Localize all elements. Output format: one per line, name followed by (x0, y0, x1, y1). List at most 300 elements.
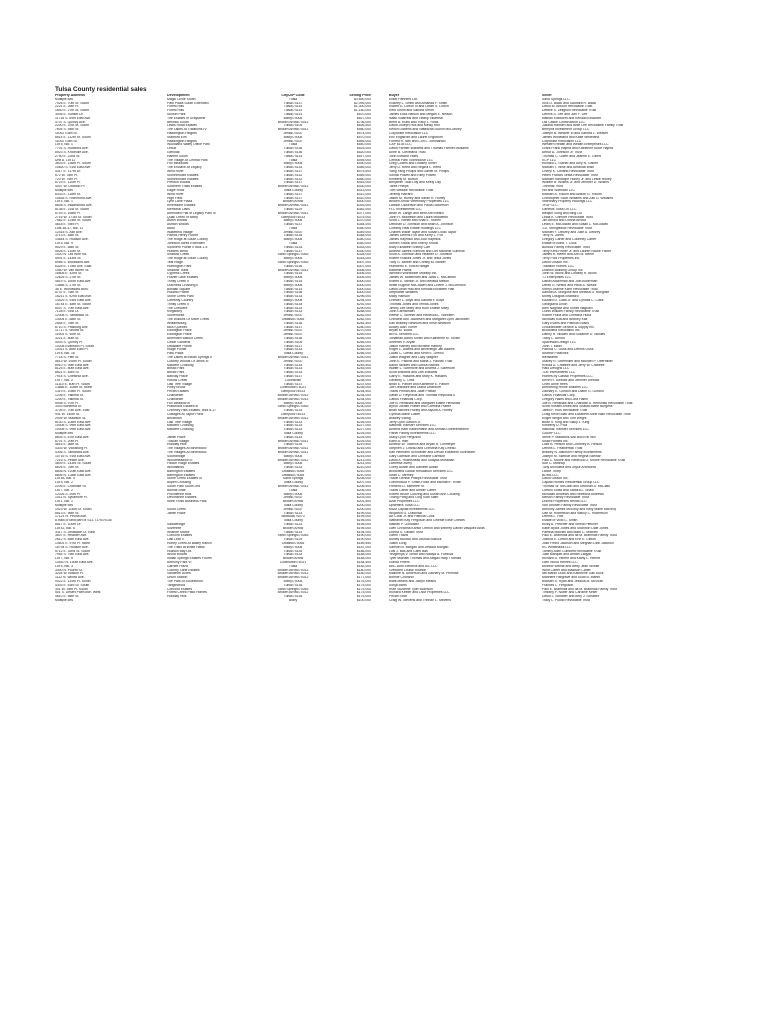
cell-seller: Tracy L. Arnold (542, 337, 565, 340)
cell-selling-price: $330,000 (356, 249, 371, 253)
cell-address: 5908 S. 97th Pl. (55, 401, 80, 405)
cell-buyer: Gretchen Louise Rowton (389, 568, 427, 572)
cell-city-zip: Bixby/74008 (283, 454, 303, 458)
cell-development: Berwick South (167, 120, 189, 124)
column-header-buyer: Buyer (389, 94, 400, 97)
cell-buyer: Garry E. Haskins and Mary K. Haskins (389, 374, 447, 378)
cell-selling-price: $195,000 (356, 523, 371, 527)
cell-address: 3204 W. Boston Pl. (55, 572, 84, 576)
cell-selling-price: $215,000 (356, 454, 371, 458)
cell-development: Eddington Place (167, 333, 192, 337)
cell-city-zip: Tulsa/74114 (283, 112, 303, 116)
cell-seller: Danny R. Nickles and Suzanne D. Nickles (542, 333, 606, 337)
cell-seller: Dennis L. Featherstill Trust (542, 447, 583, 451)
cell-city-zip: Jenks/74037 (283, 131, 303, 135)
cell-seller: Lewis E. McGowan and Susan L. McGowan (542, 223, 609, 227)
cell-buyer: Richard Keeler and LNM Properties LLC (389, 591, 450, 595)
cell-development: Fox Meadow III (167, 401, 191, 405)
cell-development: Williamsburg (167, 321, 187, 325)
cell-address: Lot 7, Blk. 2 (55, 488, 73, 492)
cell-development: Riverstone Estates (167, 204, 196, 208)
cell-development: Bristol Park (167, 367, 185, 371)
cell-buyer: Sonja Barto (389, 583, 407, 587)
cell-address: 8138 E. 21st St. South (55, 207, 89, 211)
cell-buyer: Brian Mitchell Hurley and Alysha A. Hurley (389, 409, 453, 413)
cell-address: 4317 E. 117th Dr. (55, 169, 82, 173)
cell-development: Aston Woods (167, 219, 188, 223)
cell-buyer: Stephanie Williams (389, 291, 418, 295)
cell-address: Lot 4, Blk. 1 (55, 200, 73, 204)
cell-buyer: Andrea Harb Kaltenmann and Ahmad Ghebremedhin (389, 428, 469, 432)
cell-buyer: Brian E. Parker and Katherine E. Parker (389, 382, 450, 386)
cell-address: 1060 W. Van Buren St. (55, 268, 90, 272)
cell-seller: Luke B. Hinson and Courtney B. Hinson (542, 443, 602, 447)
cell-city-zip: Broken Arrow/74012 (277, 393, 309, 397)
cell-buyer: Justin Wagner and Lacy Wagner (389, 355, 438, 359)
cell-buyer: Carlus Financial Corp. (389, 397, 423, 401)
cell-development: Barrington Estates (167, 473, 195, 477)
cell-address: 7701 S. Rockford Ave. (55, 147, 89, 151)
cell-address: 7604 S. 54th St. (55, 128, 80, 132)
cell-buyer: Brookfield Global Relocation Services LLC (389, 469, 453, 473)
cell-address: 7954 S. 76th East Ave. (55, 553, 90, 557)
cell-seller: Joseph M. Skelnar and Regina Skelnar (542, 454, 601, 458)
cell-seller: Paul C. Moore and Rebecca G. Moore Revocable Trust (542, 458, 626, 462)
cell-development: Garnett Plaza (167, 564, 188, 568)
cell-selling-price: $565,000 (356, 139, 371, 143)
cell-selling-price: $227,000 (356, 424, 371, 428)
cell-seller: James Whiteland and Katie Whiteland (542, 135, 600, 139)
cell-seller: Van Deusen Family Revocable Trust (542, 504, 597, 508)
cell-buyer: National Transfer Services LLC (389, 424, 436, 428)
cell-development: Sunset Park (167, 112, 186, 116)
cell-city-zip: Broken Arrow/74012 (277, 591, 309, 595)
cell-city-zip: Tulsa/74137 (283, 223, 303, 227)
cell-city-zip: Broken Arrow (282, 557, 304, 561)
cell-buyer: Mary Elizabeth Shelby Carr (389, 245, 431, 249)
cell-selling-price: $186,000 (356, 549, 371, 553)
cell-city-zip: Sand Springs (282, 477, 304, 481)
cell-address: 14429 S. 93rd East Ave. (55, 299, 92, 303)
cell-address: 501 S. Desert Palm Ave. West (55, 591, 101, 595)
cell-selling-price: $265,000 (356, 337, 371, 340)
cell-address: 3607 E. Heather Ave. (55, 534, 88, 538)
cell-buyer: Macy Hanson (389, 295, 410, 299)
cell-selling-price: $199,000 (356, 515, 371, 519)
cell-seller: Nicholas Kila and Brittney Kila (542, 318, 588, 322)
cell-address: 4618 E. 93rd Pl. (55, 223, 80, 227)
cell-city-zip: Broken Arrow (282, 500, 304, 504)
cell-selling-price: $175,000 (356, 595, 371, 599)
cell-buyer: Bryan M. Wood (389, 329, 413, 333)
cell-selling-price: $184,500 (356, 561, 371, 565)
cell-address: 7582 E. 124th St. South (55, 219, 92, 223)
cell-selling-price: $574,000 (356, 131, 371, 135)
cell-development: Chandelier (167, 397, 184, 401)
cell-development: Millicent Crossing (167, 363, 194, 367)
cell-address: 4616 E. 56th St. (55, 443, 80, 447)
cell-city-zip: Bixby/74008 (283, 580, 303, 583)
cell-selling-price: $180,000 (356, 572, 371, 576)
cell-address: 11717 S. Willow St. (55, 329, 85, 333)
cell-seller: Sheryl Jeanne Kline Revocable Trust (542, 287, 598, 291)
cell-seller: Dan M. Robertson and Nancy C. Robertson (542, 511, 608, 515)
cell-buyer: Mark Means and Jaclyn Means (389, 580, 436, 583)
cell-buyer: Greg Collins and Lindsey Smith (389, 162, 437, 166)
cell-address: 12415 S. Ash Ave. (55, 230, 83, 234)
cell-development: Silvertree (167, 526, 182, 530)
cell-address: 17121 N. Peoria Ave. (55, 515, 87, 519)
cell-seller: Homes by Classic Properties LLC (542, 374, 593, 378)
cell-selling-price: $307,000 (356, 264, 371, 268)
cell-address: 4303 W. Vicksburg Pl. (55, 447, 89, 451)
cell-selling-price: $213,000 (356, 458, 371, 462)
cell-address: 1420 N. Old Wire Rd. (55, 253, 88, 257)
cell-city-zip: Broken Arrow/74011 (277, 355, 309, 359)
cell-address: 16794 S. Hudson Ave. (55, 545, 89, 549)
cell-development: Hudson Bay Ltd. (167, 549, 193, 553)
cell-selling-price: $370,000 (356, 219, 371, 223)
cell-buyer: Forrest R. Neil and Cori L. Ziemianski (389, 139, 446, 143)
cell-seller: RC Whitehawk LLC (542, 545, 572, 549)
cell-development: Stone Creek Park (167, 295, 194, 299)
cell-buyer: Joe B. Henshaw and Margaret Elaine Henshaw (389, 401, 461, 405)
cell-address: 8710 S. Pittsburg Ave. (55, 325, 89, 329)
cell-city-zip: Tulsa/74132 (283, 173, 303, 177)
column-header-address: Property Address (55, 94, 86, 97)
cell-seller: BDRB LLC (542, 473, 559, 477)
cell-address: 8817 E. 100th Dr. (55, 523, 82, 527)
cell-buyer: LaReese Avery (389, 462, 412, 466)
cell-seller: Edward D. Clark Jr. and Cynthia C. Clark (542, 299, 604, 303)
cell-selling-price: $189,550 (356, 542, 371, 546)
cell-selling-price: $239,000 (356, 374, 371, 378)
cell-selling-price: $256,000 (356, 352, 371, 356)
cell-selling-price: $200,000 (356, 507, 371, 511)
sales-table (55, 94, 720, 603)
cell-development: Delaware Pointe (167, 344, 192, 348)
cell-city-zip: Bixby/74008 (283, 257, 303, 261)
cell-development: The Villages At Birchwood (167, 450, 207, 454)
cell-address: 12625 S. 27th St. (55, 276, 82, 280)
cell-selling-price: $226,000 (356, 420, 371, 424)
cell-development: Vandever Acres (167, 572, 191, 576)
cell-development: Ashton Woods (167, 223, 189, 227)
cell-selling-price: $294,000 (356, 299, 371, 303)
cell-seller: Dunhill Properties Rental LLC (542, 500, 587, 504)
cell-selling-price: $207,000 (356, 481, 371, 485)
cell-seller: Christopher Scott Williams and Zan D. Williams (542, 196, 614, 200)
cell-buyer: Sonda Powell and Riley Powell (389, 173, 436, 177)
cell-seller: Cheryl K. Cleland Revocable Trust (542, 169, 594, 173)
cell-city-zip: Tulsa/74133 (283, 435, 303, 439)
cell-address: 10716 S. 91st East Ave. (55, 454, 92, 458)
cell-development: The Villages At Birchwood (167, 447, 207, 451)
cell-buyer: Lucas C. Greiso and Keith E. Greiso (389, 352, 444, 356)
cell-development: Magic Circle South (167, 97, 196, 101)
cell-buyer: Pecan Straf (389, 595, 407, 599)
cell-selling-price: $282,000 (356, 314, 371, 318)
cell-development: Anthony Park VI (167, 561, 192, 565)
cell-city-zip: Broken Arrow/74011 (277, 120, 309, 124)
cell-city-zip: Skiatook/74070 (281, 515, 305, 519)
cell-city-zip: Tulsa/74136 (283, 337, 303, 340)
cell-seller: Michael T. Wise and Amanda Wise (542, 166, 595, 170)
cell-buyer: Sean C. Merney (389, 473, 414, 477)
cell-city-zip: Tulsa (288, 143, 298, 147)
cell-city-zip: Tulsa/74129 (283, 538, 303, 542)
cell-address: 4303 E. 63rd St. South (55, 583, 90, 587)
cell-selling-price: $300,000 (356, 283, 371, 287)
cell-selling-price: $827,000 (356, 116, 371, 120)
cell-buyer: Ruth Suzanne Tyler Morrison (389, 587, 433, 591)
cell-seller: Glen Wood Homes LLC (542, 561, 578, 565)
cell-seller: David M. Antoon Revocable Trust (542, 105, 593, 109)
cell-address: 4609 E. 143rd St. South (55, 462, 92, 466)
cell-buyer: Craig W. Stevens and Trinnan L. Stevens (389, 598, 452, 602)
cell-buyer: Deborah D. Johnson and Brian A. Johnson (389, 223, 454, 227)
cell-city-zip: Tulsa/74136 (283, 150, 303, 154)
cell-address: Multiple lots (55, 504, 73, 508)
cell-address: 301 W. 35th Pl. South (55, 587, 88, 591)
cell-address: 6328 E. 178th Ave. East (55, 264, 92, 268)
cell-buyer: Isaac Villarreal and Tiffany Villarreal (389, 116, 443, 120)
cell-buyer: Nathaniel Kay Ferguson and Celeste Elise Chewis (389, 519, 465, 523)
cell-development: Stonebrooke Estates (167, 177, 199, 181)
cell-buyer: Walter L. Sizemore and Andrea J. Sizemore (389, 367, 455, 371)
cell-buyer: Kimberly M. Burton (389, 177, 418, 181)
cell-buyer: ABC Auto Electrics and A/C LLC (389, 564, 438, 568)
cell-address: Multiple lots (55, 598, 73, 602)
cell-seller: David J. Schaffer and Amy J. Schaffer (542, 595, 599, 599)
cell-development: Chandelier (167, 393, 184, 397)
cell-address: 12026 S. 20th Pl. (55, 492, 82, 496)
cell-development: Holliday Hills (167, 443, 187, 447)
cell-selling-price: $269,000 (356, 333, 371, 337)
cell-development: Lynn Lane Plaza (167, 200, 193, 204)
cell-seller: Shaw Homes Inc. (542, 439, 569, 443)
cell-selling-price: $225,000 (356, 431, 371, 435)
cell-buyer: Tarek Phelps (389, 185, 409, 189)
cell-seller: Corporate Relocation LLC (542, 139, 582, 143)
cell-seller: Josh Pedro Jackson and Meghan Dion Jackson (542, 542, 614, 546)
cell-address: Lot 42, Blk. 8 (55, 526, 75, 530)
cell-seller: Robert Hurla and Christina Hurla (542, 314, 592, 318)
cell-development: Bricktown (167, 416, 182, 420)
cell-selling-price: $382,000 (356, 207, 371, 211)
cell-address: 6723 E. 110th Pl. (55, 181, 81, 185)
cell-selling-price: $182,000 (356, 564, 371, 568)
cell-address: 8910 S. 99th East Ave. (55, 363, 90, 367)
cell-address: 4007 W. Orlando Pl. (55, 185, 86, 189)
cell-address: 8626 E. 76th St. (55, 466, 80, 470)
cell-buyer: Stephen J. Lintrau and Christina Kay Lintrau (389, 447, 456, 451)
cell-development: The Ridge at South County (167, 257, 208, 261)
cell-selling-price: $216,000 (356, 447, 371, 451)
cell-address: 1923 W. 116th St. South (55, 507, 92, 511)
cell-buyer: Earl Bradley Newsom and Kristi Newsom (389, 321, 451, 325)
cell-seller: National Transfer Services LLC (542, 428, 589, 432)
cell-buyer: Israel Eugene McCraden and Cherie J. McClendon (389, 283, 466, 287)
cell-selling-price: $292,000 (356, 302, 371, 306)
cell-seller: Ronda D. Crabtree and Jerry W. Crabtree (542, 363, 605, 367)
cell-buyer: Scott J. Nonell and Shari L. Nonell (389, 219, 441, 223)
cell-city-zip: Sand Springs/74063 (277, 261, 309, 265)
cell-seller: VCP LLC (542, 158, 557, 162)
cell-city-zip: Bixby/74008 (283, 116, 303, 120)
cell-seller: John W. Blunk and Lindsey R. Blunk (542, 272, 597, 276)
cell-city-zip: Tulsa/74136 (283, 264, 303, 268)
cell-address: 3317 S. Delaware Ct. East (55, 530, 95, 534)
cell-buyer: David A. Hollinshead and Shayda Moradian (389, 458, 455, 462)
cell-buyer: Fisher Family Investments LLC (389, 431, 436, 435)
cell-buyer: Samuel B. Morgan and Jessica Morgan (389, 545, 449, 549)
cell-selling-price: $1,300,000 (354, 105, 371, 109)
cell-development: The Enclave At Legacy (167, 166, 202, 170)
cell-seller: Andrew Wilhite and Betty Jean Wilhite (542, 564, 600, 568)
cell-city-zip: Tulsa/74133 (283, 348, 303, 352)
cell-buyer: Chester L. Boyd and Sandra F. Boyd (389, 299, 445, 303)
column-header-seller: Seller (542, 94, 552, 97)
cell-development: Holliday Hills (167, 595, 187, 599)
cell-city-zip: Tulsa/74133 (283, 371, 303, 375)
cell-selling-price: $226,000 (356, 416, 371, 420)
cell-development: Piney Brook (167, 386, 186, 390)
cell-city-zip: Owasso/74055 (281, 318, 305, 322)
cell-buyer: Eric Engstrom and Laurel Engstrom (389, 135, 443, 139)
cell-address: 14644 S. Hudson Ave. (55, 238, 89, 242)
cell-seller: Georgiana Dixon (542, 302, 568, 306)
cell-buyer: Andrew James Sumrow and Lori Michelle Sumrow (389, 249, 465, 253)
cell-buyer: Stacy Lynn Ferguson (389, 435, 421, 439)
cell-seller: Terry Pool Properties Inc. (542, 257, 581, 261)
cell-city-zip: Tulsa (288, 97, 298, 101)
cell-address: 16744 E. 48th St. South (55, 302, 92, 306)
cell-seller: Paul E. Bramhall and Ila M. Bramhall Family Trust (542, 534, 617, 538)
cell-selling-price: $185,000 (356, 553, 371, 557)
cell-selling-price: $580,000 (356, 128, 371, 132)
cell-seller: Patricia C. Guss and Dennis Guss (542, 348, 594, 352)
cell-seller: Stacey R. Obermiller and Michael P. Obermiller (542, 359, 613, 363)
cell-seller: Rick D. Black and Saundra R. Black (542, 101, 597, 105)
cell-address: Lot 5, Blk. 3 (55, 564, 73, 568)
cell-city-zip: Tulsa County (283, 481, 303, 485)
cell-buyer: Glenn Travis (389, 534, 409, 538)
cell-address: 3303 Bohemia Dr. (55, 405, 83, 409)
cell-development: Amended Plat of Legacy Park III (167, 211, 216, 215)
cell-address: 4707 S. Quincy Ave. (55, 120, 86, 124)
column-header-city-zip: City/ZIP Code (281, 94, 305, 97)
cell-seller: Grant Frank Hajera and Katherine Nooe Hajera (542, 147, 614, 151)
cell-city-zip: Bixby/74008 (283, 219, 303, 223)
cell-development: Shadow Trails (167, 268, 189, 272)
cell-seller: Whitt Carter and Madison Carter (542, 568, 591, 572)
cell-seller: Joshua E. Clifton and Erin E. Clifton (542, 538, 596, 542)
cell-seller: Armstrong Home Builders LLC (542, 386, 588, 390)
cell-development: Wind River (167, 169, 184, 173)
cell-address: 10008 S. 99th East Ave. (55, 424, 92, 428)
cell-development: Bostian Square (167, 287, 191, 291)
cell-selling-price: $203,000 (356, 496, 371, 500)
cell-seller: Andrew Polachek (542, 352, 569, 356)
cell-city-zip: Tulsa/74137 (283, 196, 303, 200)
cell-seller: Joseph B. Weaver III and Sandra L. Weaver (542, 131, 609, 135)
cell-selling-price: $250,000 (356, 355, 371, 359)
cell-development: Amended Walnut Creek (167, 337, 203, 340)
cell-selling-price: $375,000 (356, 215, 371, 219)
cell-address: 6701 S. 20th Pl. (55, 439, 80, 443)
cell-address: 1112 N. Willow Ave. (55, 576, 85, 580)
cell-selling-price: $410,000 (356, 196, 371, 200)
cell-address: 12008 S. Tamarack St. (55, 314, 90, 318)
cell-address: 13668 S. 27th St. (55, 283, 82, 287)
cell-development: North Ross Business Park (167, 500, 207, 504)
cell-development: Wind River (167, 192, 184, 196)
cell-seller: Daniel Ackerman and Joel Ackerman (542, 280, 598, 284)
cell-development: Teal Ridge (167, 261, 184, 265)
cell-seller: Scott Russell Arnett and Shasta Marie Burgess (542, 405, 613, 409)
cell-development: Trinity Creek II (167, 302, 189, 306)
cell-address: Lots 36-37, Blk. 11 (55, 226, 84, 230)
cell-buyer: Kelton Dickens and Natascha Scovin McConkey (389, 128, 462, 132)
cell-address: 11904 S. Vine St. (55, 333, 82, 337)
cell-seller: Kevin R. Diebold and Jennifer Diebold (542, 378, 600, 382)
cell-seller: Halo Designs LLC (542, 367, 570, 371)
cell-address: 1206 E. Yakima St. (55, 393, 84, 397)
cell-address: 5529 E. 68th St. (55, 245, 80, 249)
cell-city-zip: Tulsa/74136 (283, 321, 303, 325)
cell-address: 6066 S. Woodland Ave. (55, 261, 91, 265)
cell-address: 8923 S. Knoxville Ave. (55, 150, 89, 154)
cell-seller: Spacewall Design LLC (542, 340, 577, 344)
cell-selling-price: $393,000 (356, 204, 371, 208)
cell-development: Millicent Crossing (167, 424, 194, 428)
cell-address: Lot 7, Blk. 5 (55, 557, 73, 561)
cell-selling-price: $340,000 (356, 242, 371, 246)
cell-seller: Genesis Tulsa OK LLC (542, 207, 577, 211)
cell-selling-price: $489,000 (356, 166, 371, 170)
cell-selling-price: $570,000 (356, 135, 371, 139)
cell-development: Ridge Pointe (167, 348, 187, 352)
cell-buyer: Eden A. Hart (389, 439, 409, 443)
cell-buyer: Upsetters Tulsa LLC (389, 504, 420, 508)
cell-development: Saddleridge (167, 523, 186, 527)
cell-seller: TDE Investments LLC (542, 371, 576, 375)
cell-city-zip: Tulsa/74133 (283, 166, 303, 170)
cell-buyer: Geoffrey C. Ortiz (389, 378, 415, 382)
cell-address: 13510 N. 130th East Ave. (55, 561, 94, 565)
cell-seller: Nathan Ellsworth and Kendall Ellsworth (542, 116, 602, 120)
cell-buyer: Justin Long (389, 542, 407, 546)
cell-development: Providence Hills (167, 492, 192, 496)
cell-city-zip: Tulsa/74135 (283, 443, 303, 447)
cell-address: 3006 E. Sunset Dr. (55, 112, 84, 116)
cell-development: Abdo (167, 226, 175, 230)
cell-seller: Steve P. Madanos-Will and Eric Will (542, 435, 596, 439)
cell-development: Honey Creek At Bailey Ranch (167, 542, 212, 546)
cell-buyer: Tom Weddle Revocable Trust (389, 188, 434, 192)
cell-city-zip: Tulsa/74133 (283, 310, 303, 314)
cell-buyer: John E. Palovik and Maria J. Palovik Trust (389, 359, 453, 363)
cell-selling-price: $306,000 (356, 268, 371, 272)
cell-seller: Julie Marquet and Amran Zaqyar (542, 553, 592, 557)
cell-city-zip: Tulsa (288, 242, 298, 246)
cell-city-zip: Tulsa/74137 (283, 382, 303, 386)
cell-address: 2221 E. 26th Pl. (55, 105, 80, 109)
cell-development: Eagle Rock (167, 188, 185, 192)
cell-city-zip: Broken Arrow/74012 (277, 572, 309, 576)
cell-address: 5737 E. 76th St. (55, 291, 80, 295)
